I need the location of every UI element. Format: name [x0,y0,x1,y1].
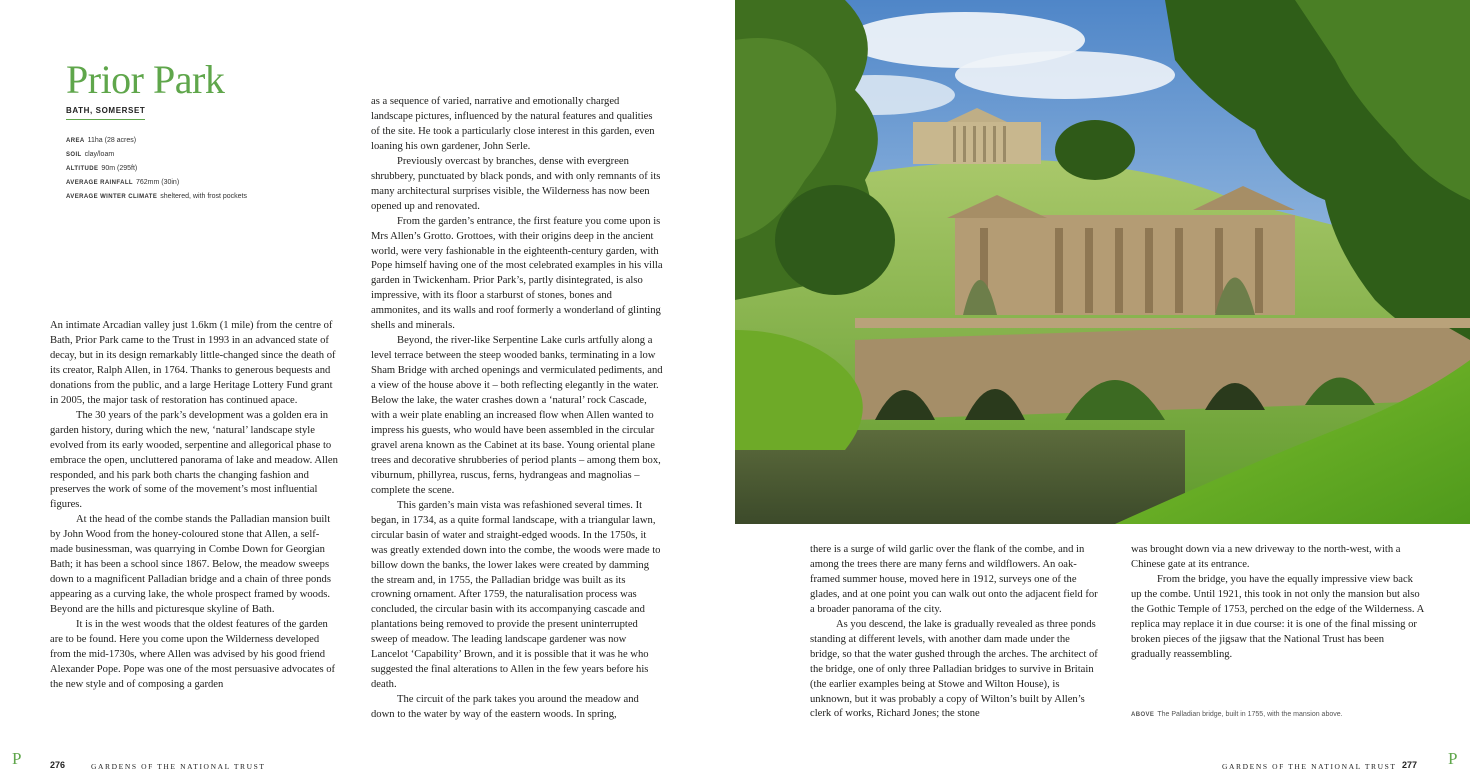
body-column-4 [1131,543,1426,663]
garden-facts [66,134,247,204]
fact-area: AREA 11ha (28 acres) [66,137,137,144]
paragraph: was brought down via a new driveway to the north-west, with a Chinese gate at its entrance. [1131,544,1401,570]
paragraph: From the garden’s entrance, the first feature you come upon is Mrs Allen’s Grotto. Grottoes, with their origins deep in the ancient world, were very fashionable in the eighteenth-century garden, with Pope himself having one of the most celebrated examples in his villa garden in Twickenham. Prior Park’s, partly disintegrated, is also impressive, with its floor a starburst of stones, bones and ammonites, and its walls and roof formerly a wonderland of glinting shells and minerals. [371,215,663,332]
fact-winter-climate: AVERAGE WINTER CLIMATE sheltered, with frost pockets [66,193,248,200]
paragraph: At the head of the combe stands the Palladian mansion built by John Wood from the honey-coloured stone that Allen, a self-made businessman, was quarrying in Combe Down for Georgian Bath; it has been a school since 1867. Below, the meadow sweeps down to a magnificent Palladian bridge and a chain of three ponds appearing as a curving lake, the whole prospect framed by woods. Beyond are the hills and picturesque skyline of Bath. [50,514,331,616]
page-title: Prior Park [66,57,225,102]
paragraph: An intimate Arcadian valley just 1.6km (1 mile) from the centre of Bath, Prior Park came to the Trust in 1993 in an advanced state of decay, but in its design remarkably little-changed since the death of its creator, Ralph Allen, in 1764. Thanks to generous bequests and donations from the public, and a large Heritage Lottery Fund grant in 2005, the major task of restoration has continued apace. [50,320,336,406]
paragraph: It is in the west woods that the oldest features of the garden are to be found. Here you come upon the Wilderness developed from the mid-1730s, where Allen was advised by his good friend Alexander Pope. Pope was one of the most persuasive advocates of the new style and of composing a garden [50,619,336,690]
fact-soil: SOIL clay/loam [66,151,115,158]
fact-altitude: ALTITUDE 90m (295ft) [66,165,138,172]
paragraph: From the bridge, you have the equally impressive view back up the combe. Until 1921, this took in not only the mansion but also the Gothic Temple of 1753, perched on the edge of the Wilderness. A replica may replace it in due course: it is one of the final missing or broken pieces of the jigsaw that the National Trust has been gradually reassembling. [1131,573,1424,660]
section-p-mark-left: P [12,749,22,768]
paragraph: As you descend, the lake is gradually revealed as three ponds standing at different levels, with another dam made under the bridge, so that the water gushed through the arches. The architect of the bridge, one of only three Palladian bridges to survive in Britain (the earlier examples being at Stowe and Wilton House), is unknown, but it was probably a copy of Wilton’s built by Allen’s clerk of works, Richard Jones; the stone [810,618,1098,720]
photo-caption: ABOVE The Palladian bridge, built in 1755, with the mansion above. [1131,711,1343,718]
paragraph: The 30 years of the park’s development was a golden era in garden history, during which the new, ‘natural’ landscape style evolved from its early wooded, serpentine and allegorical phase to embrace the open, uncluttered panorama of lake and meadow. Allen responded, and his park both charts the changing fashion and preserves the work of some of the movement’s most influential figures. [50,409,338,511]
section-p-mark-right: P [1448,749,1458,768]
fact-rainfall: AVERAGE RAINFALL 762mm (30in) [66,179,180,186]
page-number-left: 276 [50,760,66,770]
paragraph: Beyond, the river-like Serpentine Lake curls artfully along a level terrace between the steep wooded banks, terminating in a low Sham Bridge with arched openings and vermiculated pediments, and a view of the house above it – both reflecting elegantly in the water. Below the lake, the water crashes down a ‘natural’ rock Cascade, with a weir plate enabling an increased flow when Allen wanted to impress his guests, who would have been assembled in the circular gravel arena known as the Cabinet at its base. Young oriental plane trees and decorative shrubberies of period plants – among them box, viburnum, phillyrea, ruscus, ferns, hydrangeas and magnolias – complete the scene. [371,335,663,496]
paragraph: Previously overcast by branches, dense with evergreen shrubbery, punctuated by black ponds, and with only remnants of its many architectural surprises visible, the Wilderness has now been opened up and renovated. [371,155,661,212]
running-header-left: GARDENS OF THE NATIONAL TRUST [91,762,266,771]
body-column-2 [371,95,663,723]
palladian-bridge-photo [735,0,1470,524]
paragraph: This garden’s main vista was refashioned several times. It began, in 1734, as a quite formal landscape, with a triangular lawn, circular basin of water and straight-edged woods. In the 1750s, it was greatly extended down into the combe, the woods were made to billow down the banks, the lower lakes were created by damming the stream and, in 1755, the Palladian bridge was built as its crowning ornament. After 1759, the naturalisation process was concluded, the circular basin with its accompanying cascade and plantations being removed to provide the present uninterrupted sweep of meadow. The leading landscape gardener was now Lancelot ‘Capability’ Brown, and it is possible that it was he who suggested the final alterations to Allen in the few years before his death. [371,499,661,691]
paragraph: there is a surge of wild garlic over the flank of the combe, and in among the trees there are many ferns and wildflowers. An oak-framed summer house, moved here in 1912, surveys one of the glades, and at one point you can walk out onto the adjacent field for a broader panorama of the city. [810,544,1098,615]
page-number-right: 277 [1402,760,1418,770]
paragraph: as a sequence of varied, narrative and emotionally charged landscape pictures, influenced by the natural features and qualities of the site. He took a particularly close interest in this garden, even loaning his own gardener, John Serle. [371,96,655,152]
location-subtitle: BATH, SOMERSET [66,106,145,120]
body-column-3 [810,543,1102,722]
paragraph: The circuit of the park takes you around the meadow and down to the water by way of the eastern woods. In spring, [371,694,639,721]
running-header-right: GARDENS OF THE NATIONAL TRUST [1222,762,1397,771]
body-column-1 [50,319,342,693]
